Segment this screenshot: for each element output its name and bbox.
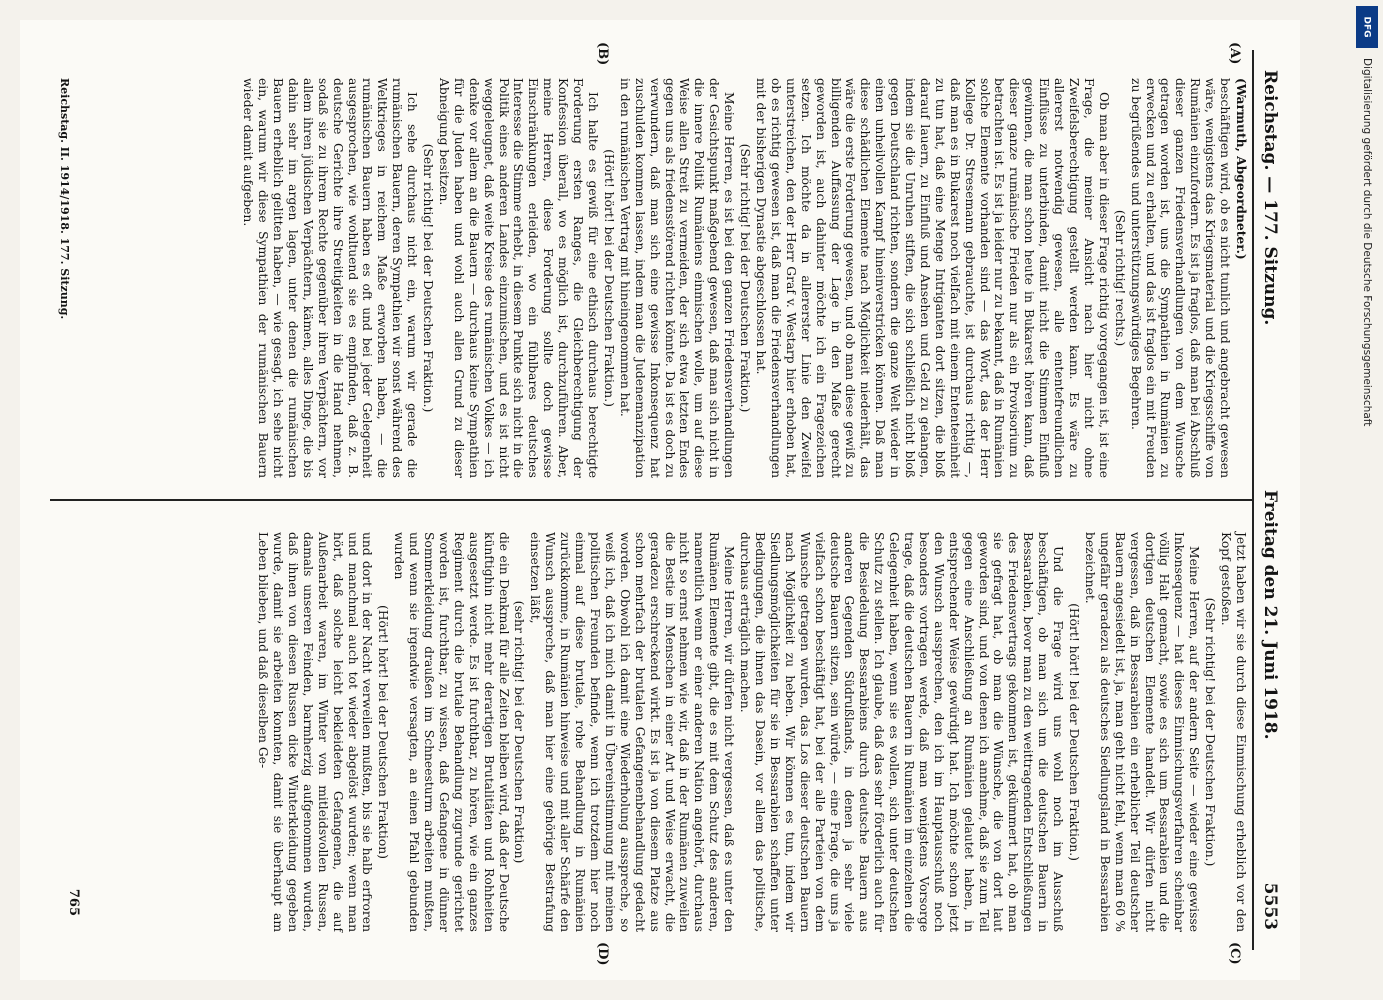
digitization-sidebar [1352, 0, 1383, 1000]
paragraph: Meine Herren, wir dürfen nicht vergessen, daß es unter den Rumänen Elemente gibt, die es mit dem Schutz des anderen, namentlich wenn er einer anderen Nation angehört, durchaus nicht so ernst nehmen wie wir, daß in der Rumänen zuweilen die Bestie im Menschen in einer Art und Weise erwacht, die geradezu erschreckend wirkt. Es ist ja von diesem Platze aus schon mehrfach der brutalen Gefangenenbehandlung gedacht worden. Obwohl ich damit eine Wiederholung ausspreche, so weiß ich, daß ich mich damit in Übereinstimmung mit meinen politischen Freunden befinde, wenn ich trotzdem hier noch einmal auf diese brutale, rohe Behandlung in Rumänien zurückkomme, in Rumänien hinweise und mit aller Schärfe den Wunsch ausspreche, daß man hier eine gehörige Bestrafung einsetzen läßt, [528, 532, 737, 932]
column-divider [50, 499, 1254, 501]
digitization-note [1352, 58, 1383, 818]
paragraph: Ich halte es gewiß für eine ethisch durchaus berechtigte Forderung ersten Ranges, die Gleichberechtigung der Konfession überall, wo es möglich ist, durchzuführen. Aber, meine Herren, diese Forderung sollte doch gewisse Einschränkungen erleiden, wo ein fühlbares deutsches Interesse die Stimme erhebt, in diesem Punkte sich nicht in die Politik eines anderen Landes einzumischen, und es ist nicht weggeleugnet, daß weite Kreise des rumänischen Volkes — ich denke vor allem an die Bauern — durchaus keine Sympathien für die Juden haben und wohl auch allen Grund zu dieser Abneigung besitzen. [436, 78, 601, 478]
speaker-line: (Warmuth, Abgeordneter.) [1234, 78, 1249, 260]
header-page-number: 5553 [1260, 882, 1280, 930]
header-left: Reichstag. — 177. Sitzung. [1260, 70, 1280, 326]
margin-mark-d: (D) [595, 942, 610, 966]
interjection: (Hört! hört! bei der Deutschen Fraktion.) [1067, 603, 1082, 861]
paragraph: Meine Herren, es ist bei den ganzen Friedensverhandlungen der Gesichtspunkt maßgebend gewesen, daß man sich nicht in die innere Politik Rumäniens einmischen wolle, um auf diese Weise allen Streit zu vermeiden, der sich etwa letzten Endes gegen uns als friedensstörend richten könnte. Da ist es doch zu verwundern, daß man sich eine gewisse Inkonsequenz hat zuschulden kommen lassen, indem man die Judenemanzipation in den rumänischen Vertrag mit hineingenommen hat. [617, 78, 737, 478]
newspaper-page [20, 20, 1300, 980]
paragraph: Ob man aber in dieser Frage richtig vorgegangen ist, ist eine Frage, die meiner Ansicht nach hier nicht ohne Zweifelsberechtigung gestellt werden kann. Es wäre zu allererst notwendig gewesen, alle ententefreundlichen Einflüsse zu unterbinden, damit nicht die Stimmen Einfluß gewinnen, die man schon heute in Bukarest hören kann, daß dieser ganze rumänische Frieden nur als ein Provisorium zu betrachten ist. Es ist ja leider nur zu bekannt, daß in Rumänien solche Elemente vorhanden sind — das Wort, das der Herr Kollege Dr. Stresemann gebrauchte, ist durchaus richtig —, daß man es in Bukarest noch vielfach mit einem Ententeeinheit zu tun hat, daß eine Menge Intriganten dort sitzen, die bloß darauf lauern, zu Einfluß und Ansehen und Geld zu gelangen, indem sie die Unruhen stiften, die sich schließlich nicht bloß gegen Deutschland richten, sondern die ganze Welt wieder in einen unheilvollen Kampf hineinverstricken können. Daß man diese schädlichen Elemente nach Möglichkeit niederhält, das wäre die erste Forderung gewesen, und ob man diese gewiß zu billigenden Auffassung der Lage in den Maße gerecht geworden ist, auch dahinter möchte ich ein Fragezeichen setzen. Ich möchte da in allererster Linie den Zweifel unterstreichen, den der Herr Graf v. Westarp hier erhoben hat, ob es richtig gewesen ist, daß man die Friedensverhandlungen mit der bisherigen Dynastie abgeschlossen hat. [754, 78, 1111, 478]
digitization-note-text: Digitalisierung gefördert durch die Deutsche Forschungsgemeinschaft [1361, 58, 1373, 427]
margin-mark-b: (B) [595, 42, 610, 66]
interjection: (Sehr richtig! bei der Deutschen Fraktion.) [738, 143, 753, 413]
paragraph: Meine Herren, auf der andern Seite — wieder eine gewisse Inkonsequenz — hat dieses Einmischungsverfahren scheinbar völlig Halt gemacht, sowie es sich um Bessarabien und die dortigen deutschen Elemente handelt. Wir dürfen nicht vergessen, daß in Bessarabien ein erheblicher Teil deutscher Bauern angesiedelt ist, ja, man geht nicht fehl, wenn man 60 % ungefähr geradezu als deutsches Siedlungsland in Bessarabien bezeichnet. [1082, 532, 1202, 932]
paragraph: Und die Frage wird uns wohl noch im Ausschuß beschäftigen, ob man sich um die deutschen Bauern in Bessarabien, bevor man zu den weittragenden Entschließungen des Friedensvertrags gekommen ist, gekümmert hat, ob man sie gefragt hat, ob man die Wünsche, die von dort laut geworden sind, und von denen ich annehme, daß sie zum Teil gegen eine Anschließung an Rumänien gelautet haben, in entsprechender Weise gewürdigt hat. Ich möchte schon jetzt den Wunsch aussprechen, den ich im Hauptausschuß noch besonders vortragen werde, daß man wenigstens Vorsorge trage, daß die deutschen Bauern in Rumänien im einzelnen die Gelegenheit haben, wenn sie es wollen, sich unter deutschen Schutz zu stellen. Ich glaube, daß das sehr förderlich auch für die Besiedelung Bessarabiens durch deutsche Bauern aus anderen Gegenden Südrußlands, in denen ja sehr viele deutsche Bauern sitzen, sein würde, — eine Frage, die uns ja vielfach schon beschäftigt hat, bei der alle Parteien von dem Wunsche getragen wurden, das Los dieser deutschen Bauern nach Möglichkeit zu heben. Wir können es tun, indem wir Siedlungsmöglichkeiten für sie in Bessarabien schaffen unter Bedingungen, die ihnen das Dasein, vor allem das politische, durchaus erträglich machen. [738, 532, 1066, 932]
interjection: (Hört! hört! bei der Deutschen Fraktion) [376, 605, 391, 859]
dfg-logo [1356, 6, 1378, 48]
margin-mark-a: (A) [1227, 42, 1242, 65]
running-header [1258, 70, 1282, 930]
paragraph: die ein Denkmal für alle Zeiten bleiben wird, daß der Deutsche künftighin nicht mehr derartigen Brutalitäten und Rohheiten ausgesetzt werde. Es ist furchtbar, zu hören, wie ein ganzes Regiment durch die brutale Behandlung zugrunde gerichtet worden ist, furchtbar, zu wissen, daß Gefangene in dünner Sommerkleidung draußen im Schneesturm arbeiten mußten, und wenn sie irgendwie versagten, an einen Pfahl gebunden wurden [392, 532, 511, 932]
dfg-logo-text: DFG [1361, 16, 1372, 38]
interjection: (sehr richtig! bei der Deutschen Fraktion) [512, 600, 527, 864]
interjection: (Sehr richtig! rechts.) [1112, 209, 1127, 347]
paragraph: beschäftigen wird, ob es nicht tunlich und angebracht gewesen wäre, wenigstens das Kriegsmaterial und die Kriegsschiffe von Rumänien einzufordern. Es ist ja fraglos, daß man bei Abschluß dieser ganzen Friedensverhandlungen von dem Wunsche getragen worden ist, uns die Sympathien in Rumänien zu erwecken und zu erhalten, und das ist fraglos ein mit Freuden zu begrüßendes und unterstützungswürdiges Begehren. [1128, 78, 1233, 478]
interjection: (Sehr richtig! bei der Deutschen Fraktion.) [421, 143, 436, 413]
left-column [239, 78, 1248, 478]
paragraph: Jetzt haben wir sie durch diese Einmischung erheblich vor den Kopf gestoßen. [1219, 532, 1248, 932]
right-column [254, 532, 1248, 932]
margin-mark-c: (C) [1227, 942, 1242, 965]
paragraph: Ich sehe durchaus nicht ein, warum wir gerade die rumänischen Bauern, deren Sympathien wir sonst während des Weltkrieges in reichem Maße erworben haben, — die rumänischen Bauern haben es oft und bei jeder Gelegenheit ausgesprochen, wie wohltuend sie es empfinden, daß z. B. deutsche Gerichte ihre Streitigkeiten in die Hand nehmen, sodaß sie zu ihrem Rechte gegenüber ihren Verpächtern, vor allem ihren jüdischen Verpächtern, kämen, alles Dinge, die bis dahin sehr im argen lagen, unter denen die rumänischen Bauern erheblich gelitten haben, — wie gesagt, ich sehe nicht ein, warum wir diese Sympathien der rumänischen Bauern wieder damit aufgeben. [241, 78, 420, 478]
interjection: (Hört! hört! bei der Deutschen Fraktion.) [601, 149, 616, 407]
paragraph: und dort in der Nacht verweilen mußten, bis sie halb erfroren und manchmal auch tot wieder abgelöst wurden; wenn man hört, daß solche leicht bekleideten Gefangenen, die auf Außenarbeit waren, im Winter von mitleidsvollen Russen, damals unseren Feinden, barmherzig aufgenommen wurden, daß ihnen von diesen Russen dicke Winterkleidung gegeben wurde, damit sie arbeiten konnten, damit sie überhaupt am Leben blieben, und daß dieselben Ge- [256, 532, 375, 932]
header-center: Freitag den 21. Juni 1918. [1260, 490, 1280, 740]
bottom-page-number: 765 [66, 888, 81, 916]
footer-line: Reichstag. II. 1914/1918. 177. Sitzung. [58, 78, 71, 320]
interjection: (Sehr richtig! bei der Deutschen Fraktion.) [1203, 597, 1218, 867]
